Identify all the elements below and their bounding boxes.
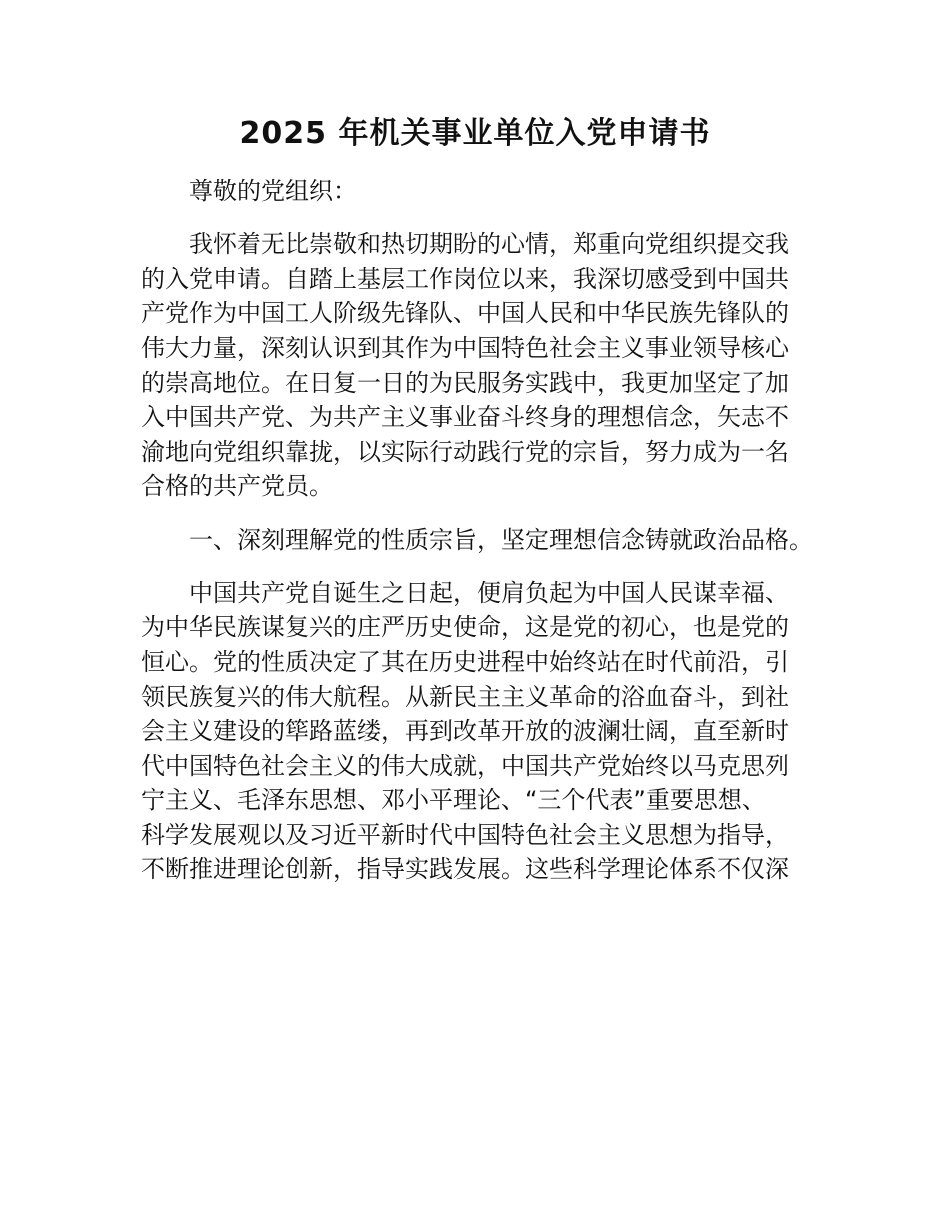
paragraph-1	[141, 227, 821, 504]
paragraph-line: 伟大力量，深刻认识到其作为中国特色社会主义事业领导核心	[141, 333, 789, 362]
paragraph-line: 产党作为中国工人阶级先锋队、中国人民和中华民族先锋队的	[141, 299, 789, 328]
paragraph-line: 的崇高地位。在日复一日的为民服务实践中，我更加坚定了加	[141, 368, 789, 397]
document-title: 2025 年机关事业单位入党申请书	[239, 116, 711, 151]
paragraph-line: 的入党申请。自踏上基层工作岗位以来，我深切感受到中国共	[141, 264, 789, 293]
paragraph-2	[141, 576, 821, 887]
paragraph-gap	[141, 557, 821, 576]
paragraph-line: 我怀着无比崇敬和热切期盼的心情，郑重向党组织提交我	[189, 230, 789, 259]
paragraph-line: 不断推进理论创新，指导实践发展。这些科学理论体系不仅深	[141, 855, 789, 884]
paragraph-gap	[141, 209, 821, 228]
paragraph-line: 代中国特色社会主义的伟大成就，中国共产党始终以马克思列	[141, 751, 789, 780]
paragraph-line: 渝地向党组织靠拢，以实际行动践行党的宗旨，努力成为一名	[141, 437, 789, 466]
salutation: 尊敬的党组织：	[189, 177, 357, 205]
paragraph-line: 入中国共产党、为共产主义事业奋斗终身的理想信念，矢志不	[141, 403, 789, 432]
paragraph-line: 中国共产党自诞生之日起，便肩负起为中国人民谋幸福、	[189, 578, 789, 607]
paragraph-line: 领民族复兴的伟大航程。从新民主主义革命的浴血奋斗，到社	[141, 682, 789, 711]
paragraph-line: 为中华民族谋复兴的庄严历史使命，这是党的初心，也是党的	[141, 613, 789, 642]
paragraph-line: 合格的共产党员。	[141, 472, 333, 501]
paragraph-line: 恒心。党的性质决定了其在历史进程中始终站在时代前沿，引	[141, 647, 789, 676]
paragraph-line: 会主义建设的筚路蓝缕，再到改革开放的波澜壮阔，直至新时	[141, 717, 789, 746]
section-heading: 一、深刻理解党的性质宗旨，坚定理想信念铸就政治品格。	[189, 525, 813, 554]
document-body	[141, 174, 821, 887]
paragraph-gap	[141, 504, 821, 523]
paragraph-line: 科学发展观以及习近平新时代中国特色社会主义思想为指导，	[141, 820, 789, 849]
paragraph-line: 宁主义、毛泽东思想、邓小平理论、“三个代表”重要思想、	[141, 786, 766, 815]
